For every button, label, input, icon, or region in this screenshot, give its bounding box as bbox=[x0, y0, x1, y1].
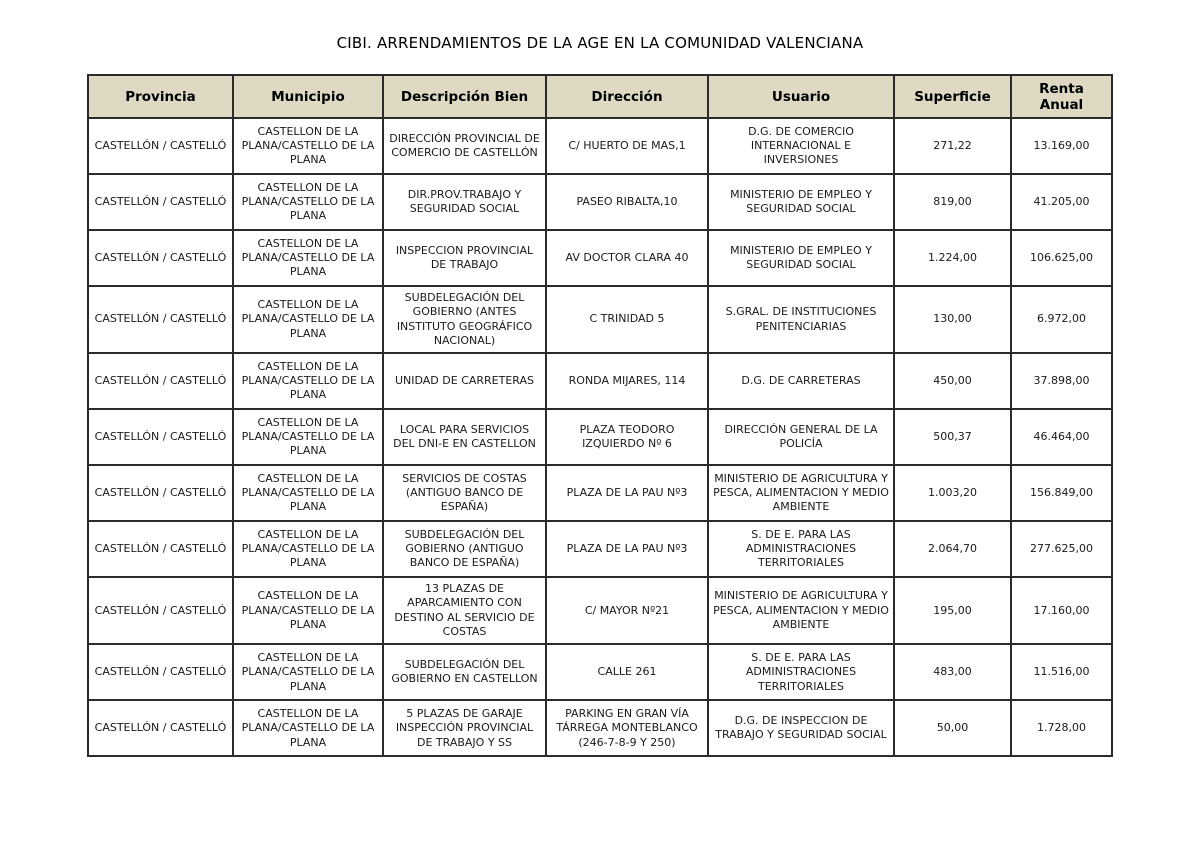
table-row bbox=[88, 409, 1112, 465]
table-cell-municipio: CASTELLON DE LA PLANA/CASTELLO DE LA PLANA bbox=[233, 700, 383, 756]
table-cell-direccion: C/ HUERTO DE MAS,1 bbox=[546, 118, 708, 174]
table-cell-descripcion-bien: SUBDELEGACIÓN DEL GOBIERNO (ANTIGUO BANCO DE ESPAÑA) bbox=[383, 521, 546, 577]
table-cell-descripcion-bien: SUBDELEGACIÓN DEL GOBIERNO EN CASTELLON bbox=[383, 644, 546, 700]
table-cell-direccion: PARKING EN GRAN VÍA TÁRREGA MONTEBLANCO (246-7-8-9 Y 250) bbox=[546, 700, 708, 756]
column-header-direccion: Dirección bbox=[546, 75, 708, 118]
table-cell-descripcion-bien: LOCAL PARA SERVICIOS DEL DNI-E EN CASTELLON bbox=[383, 409, 546, 465]
column-header-provincia: Provincia bbox=[88, 75, 233, 118]
table-cell-direccion: RONDA MIJARES, 114 bbox=[546, 353, 708, 409]
table-cell-direccion: C TRINIDAD 5 bbox=[546, 286, 708, 353]
table-cell-municipio: CASTELLON DE LA PLANA/CASTELLO DE LA PLANA bbox=[233, 577, 383, 644]
table-cell-descripcion-bien: SUBDELEGACIÓN DEL GOBIERNO (ANTES INSTITUTO GEOGRÁFICO NACIONAL) bbox=[383, 286, 546, 353]
table-cell-municipio: CASTELLON DE LA PLANA/CASTELLO DE LA PLANA bbox=[233, 521, 383, 577]
table-cell-renta-anual: 277.625,00 bbox=[1011, 521, 1112, 577]
table-cell-municipio: CASTELLON DE LA PLANA/CASTELLO DE LA PLANA bbox=[233, 409, 383, 465]
table-cell-direccion: PASEO RIBALTA,10 bbox=[546, 174, 708, 230]
table-cell-provincia: CASTELLÓN / CASTELLÓ bbox=[88, 174, 233, 230]
table-cell-superficie: 1.224,00 bbox=[894, 230, 1011, 286]
table-row bbox=[88, 644, 1112, 700]
table-cell-usuario: D.G. DE COMERCIO INTERNACIONAL E INVERSIONES bbox=[708, 118, 894, 174]
table-cell-renta-anual: 46.464,00 bbox=[1011, 409, 1112, 465]
table-cell-provincia: CASTELLÓN / CASTELLÓ bbox=[88, 700, 233, 756]
table-cell-descripcion-bien: 13 PLAZAS DE APARCAMIENTO CON DESTINO AL SERVICIO DE COSTAS bbox=[383, 577, 546, 644]
table-cell-usuario: S.GRAL. DE INSTITUCIONES PENITENCIARIAS bbox=[708, 286, 894, 353]
header-row bbox=[88, 75, 1112, 118]
table-row bbox=[88, 286, 1112, 353]
table-cell-provincia: CASTELLÓN / CASTELLÓ bbox=[88, 577, 233, 644]
table-row bbox=[88, 118, 1112, 174]
table-cell-provincia: CASTELLÓN / CASTELLÓ bbox=[88, 644, 233, 700]
rentals-table bbox=[87, 74, 1113, 757]
table-cell-superficie: 271,22 bbox=[894, 118, 1011, 174]
table-cell-usuario: MINISTERIO DE AGRICULTURA Y PESCA, ALIMENTACION Y MEDIO AMBIENTE bbox=[708, 577, 894, 644]
table-cell-direccion: CALLE 261 bbox=[546, 644, 708, 700]
table-cell-provincia: CASTELLÓN / CASTELLÓ bbox=[88, 409, 233, 465]
table-cell-descripcion-bien: 5 PLAZAS DE GARAJE INSPECCIÓN PROVINCIAL DE TRABAJO Y SS bbox=[383, 700, 546, 756]
table-cell-renta-anual: 106.625,00 bbox=[1011, 230, 1112, 286]
table-cell-municipio: CASTELLON DE LA PLANA/CASTELLO DE LA PLANA bbox=[233, 286, 383, 353]
table-row bbox=[88, 465, 1112, 521]
table-cell-superficie: 130,00 bbox=[894, 286, 1011, 353]
table-cell-descripcion-bien: DIR.PROV.TRABAJO Y SEGURIDAD SOCIAL bbox=[383, 174, 546, 230]
table-cell-municipio: CASTELLON DE LA PLANA/CASTELLO DE LA PLANA bbox=[233, 174, 383, 230]
table-cell-usuario: MINISTERIO DE AGRICULTURA Y PESCA, ALIMENTACION Y MEDIO AMBIENTE bbox=[708, 465, 894, 521]
table-row bbox=[88, 353, 1112, 409]
table-cell-municipio: CASTELLON DE LA PLANA/CASTELLO DE LA PLANA bbox=[233, 353, 383, 409]
table-cell-provincia: CASTELLÓN / CASTELLÓ bbox=[88, 118, 233, 174]
table-cell-renta-anual: 156.849,00 bbox=[1011, 465, 1112, 521]
table-cell-usuario: DIRECCIÓN GENERAL DE LA POLICÍA bbox=[708, 409, 894, 465]
table-cell-usuario: D.G. DE CARRETERAS bbox=[708, 353, 894, 409]
table-cell-descripcion-bien: DIRECCIÓN PROVINCIAL DE COMERCIO DE CASTELLÓN bbox=[383, 118, 546, 174]
table-cell-superficie: 195,00 bbox=[894, 577, 1011, 644]
table-cell-usuario: MINISTERIO DE EMPLEO Y SEGURIDAD SOCIAL bbox=[708, 174, 894, 230]
table-cell-provincia: CASTELLÓN / CASTELLÓ bbox=[88, 521, 233, 577]
table-cell-usuario: MINISTERIO DE EMPLEO Y SEGURIDAD SOCIAL bbox=[708, 230, 894, 286]
table-row bbox=[88, 174, 1112, 230]
table-cell-provincia: CASTELLÓN / CASTELLÓ bbox=[88, 286, 233, 353]
column-header-superficie: Superficie bbox=[894, 75, 1011, 118]
table-cell-direccion: PLAZA TEODORO IZQUIERDO Nº 6 bbox=[546, 409, 708, 465]
table-cell-provincia: CASTELLÓN / CASTELLÓ bbox=[88, 353, 233, 409]
table-cell-municipio: CASTELLON DE LA PLANA/CASTELLO DE LA PLANA bbox=[233, 230, 383, 286]
table-cell-renta-anual: 11.516,00 bbox=[1011, 644, 1112, 700]
column-header-renta-anual: Renta Anual bbox=[1011, 75, 1112, 118]
table-cell-direccion: PLAZA DE LA PAU Nº3 bbox=[546, 465, 708, 521]
table-cell-superficie: 819,00 bbox=[894, 174, 1011, 230]
table-cell-direccion: C/ MAYOR Nº21 bbox=[546, 577, 708, 644]
table-cell-municipio: CASTELLON DE LA PLANA/CASTELLO DE LA PLANA bbox=[233, 118, 383, 174]
table-cell-usuario: S. DE E. PARA LAS ADMINISTRACIONES TERRITORIALES bbox=[708, 644, 894, 700]
table-cell-superficie: 2.064,70 bbox=[894, 521, 1011, 577]
table-cell-usuario: S. DE E. PARA LAS ADMINISTRACIONES TERRITORIALES bbox=[708, 521, 894, 577]
page-title: CIBI. ARRENDAMIENTOS DE LA AGE EN LA COMUNIDAD VALENCIANA bbox=[336, 34, 864, 52]
table-cell-municipio: CASTELLON DE LA PLANA/CASTELLO DE LA PLANA bbox=[233, 644, 383, 700]
table-cell-superficie: 50,00 bbox=[894, 700, 1011, 756]
table-cell-renta-anual: 17.160,00 bbox=[1011, 577, 1112, 644]
table-cell-renta-anual: 41.205,00 bbox=[1011, 174, 1112, 230]
table-cell-descripcion-bien: UNIDAD DE CARRETERAS bbox=[383, 353, 546, 409]
table-row bbox=[88, 577, 1112, 644]
table-cell-superficie: 450,00 bbox=[894, 353, 1011, 409]
table-cell-provincia: CASTELLÓN / CASTELLÓ bbox=[88, 230, 233, 286]
table-body bbox=[88, 118, 1112, 756]
table-cell-direccion: PLAZA DE LA PAU Nº3 bbox=[546, 521, 708, 577]
table-cell-descripcion-bien: SERVICIOS DE COSTAS (ANTIGUO BANCO DE ESPAÑA) bbox=[383, 465, 546, 521]
table-cell-superficie: 483,00 bbox=[894, 644, 1011, 700]
table-cell-descripcion-bien: INSPECCION PROVINCIAL DE TRABAJO bbox=[383, 230, 546, 286]
column-header-municipio: Municipio bbox=[233, 75, 383, 118]
table-cell-municipio: CASTELLON DE LA PLANA/CASTELLO DE LA PLANA bbox=[233, 465, 383, 521]
column-header-usuario: Usuario bbox=[708, 75, 894, 118]
table-cell-renta-anual: 37.898,00 bbox=[1011, 353, 1112, 409]
table-cell-renta-anual: 6.972,00 bbox=[1011, 286, 1112, 353]
table-row bbox=[88, 230, 1112, 286]
table-header bbox=[88, 75, 1112, 118]
table-row bbox=[88, 521, 1112, 577]
table-cell-renta-anual: 13.169,00 bbox=[1011, 118, 1112, 174]
table-cell-superficie: 1.003,20 bbox=[894, 465, 1011, 521]
column-header-descripcion-bien: Descripción Bien bbox=[383, 75, 546, 118]
table-cell-usuario: D.G. DE INSPECCION DE TRABAJO Y SEGURIDAD SOCIAL bbox=[708, 700, 894, 756]
table-row bbox=[88, 700, 1112, 756]
table-cell-direccion: AV DOCTOR CLARA 40 bbox=[546, 230, 708, 286]
table-cell-provincia: CASTELLÓN / CASTELLÓ bbox=[88, 465, 233, 521]
table-cell-renta-anual: 1.728,00 bbox=[1011, 700, 1112, 756]
table-cell-superficie: 500,37 bbox=[894, 409, 1011, 465]
